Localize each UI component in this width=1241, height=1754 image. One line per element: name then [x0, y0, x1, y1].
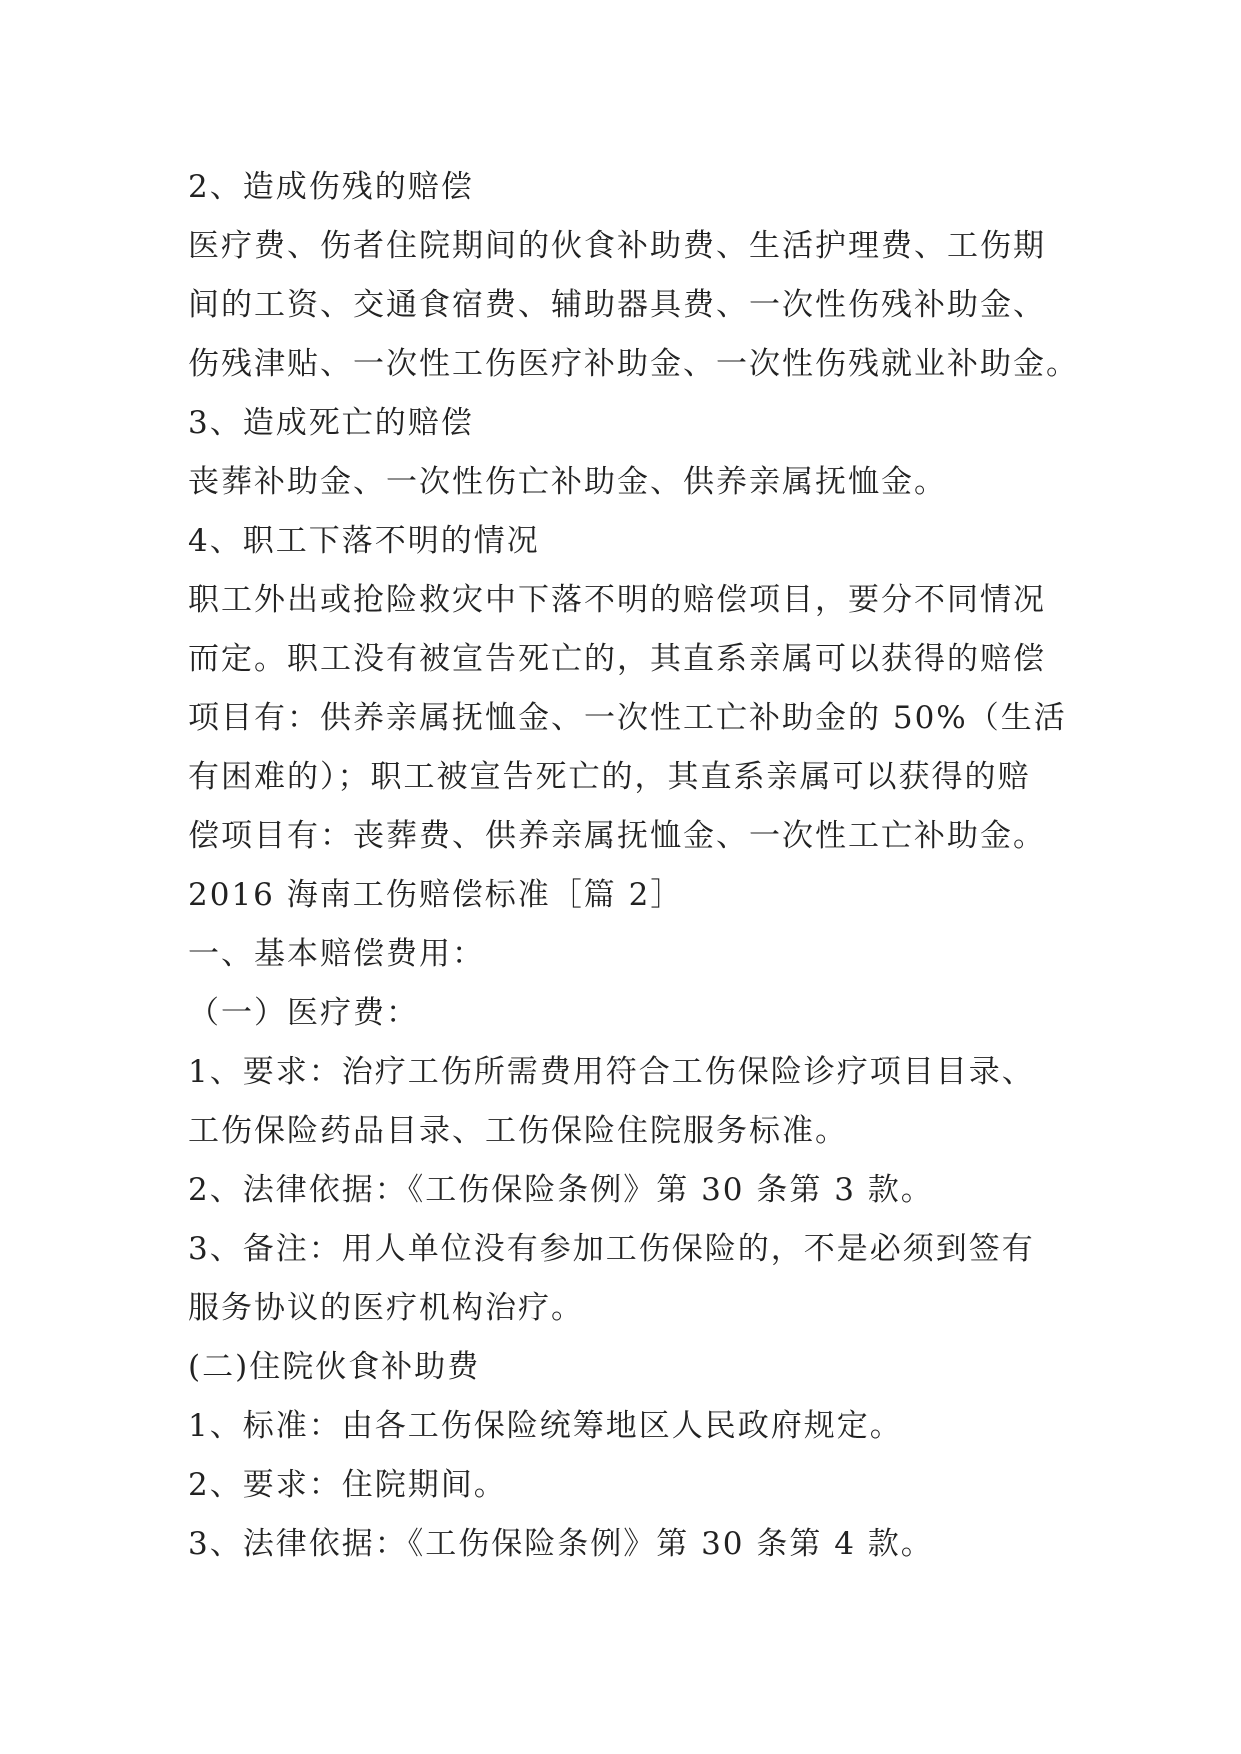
paragraph-line: 伤残津贴、一次性工伤医疗补助金、一次性伤残就业补助金。: [188, 346, 1079, 382]
section-heading-basic-fees: 一、基本赔偿费用：: [188, 936, 485, 972]
paragraph-line: 3、法律依据：《工伤保险条例》第 30 条第 4 款。: [188, 1526, 934, 1562]
article-title: 2016 海南工伤赔偿标准［篇 2］: [188, 877, 684, 913]
paragraph-line: 1、要求：治疗工伤所需费用符合工伤保险诊疗项目目录、: [188, 1054, 1035, 1090]
paragraph-line: 偿项目有：丧葬费、供养亲属抚恤金、一次性工亡补助金。: [188, 818, 1046, 854]
paragraph-line: 项目有：供养亲属抚恤金、一次性工亡补助金的 50%（生活: [188, 700, 1067, 736]
paragraph-line: 服务协议的医疗机构治疗。: [188, 1290, 584, 1326]
paragraph-line: 1、标准：由各工伤保险统筹地区人民政府规定。: [188, 1408, 903, 1444]
section-heading-missing-worker: 4、职工下落不明的情况: [188, 523, 540, 559]
paragraph-line: 2、法律依据：《工伤保险条例》第 30 条第 3 款。: [188, 1172, 934, 1208]
paragraph-line: 而定。职工没有被宣告死亡的，其直系亲属可以获得的赔偿: [188, 641, 1046, 677]
paragraph-line: 3、备注：用人单位没有参加工伤保险的，不是必须到签有: [188, 1231, 1035, 1267]
subsection-heading-medical-fees: （一）医疗费：: [188, 995, 419, 1031]
paragraph-line: 工伤保险药品目录、工伤保险住院服务标准。: [188, 1113, 848, 1149]
paragraph-line: 丧葬补助金、一次性伤亡补助金、供养亲属抚恤金。: [188, 464, 947, 500]
section-heading-death-compensation: 3、造成死亡的赔偿: [188, 405, 474, 441]
paragraph-line: 间的工资、交通食宿费、辅助器具费、一次性伤残补助金、: [188, 287, 1046, 323]
document-body: [188, 158, 1088, 1574]
section-heading-disability-compensation: 2、造成伤残的赔偿: [188, 169, 474, 205]
subsection-heading-meal-subsidy: (二)住院伙食补助费: [188, 1349, 481, 1385]
paragraph-line: 医疗费、伤者住院期间的伙食补助费、生活护理费、工伤期: [188, 228, 1046, 264]
paragraph-line: 2、要求：住院期间。: [188, 1467, 507, 1503]
paragraph-line: 有困难的）；职工被宣告死亡的，其直系亲属可以获得的赔: [188, 759, 1031, 795]
paragraph-line: 职工外出或抢险救灾中下落不明的赔偿项目，要分不同情况: [188, 582, 1046, 618]
